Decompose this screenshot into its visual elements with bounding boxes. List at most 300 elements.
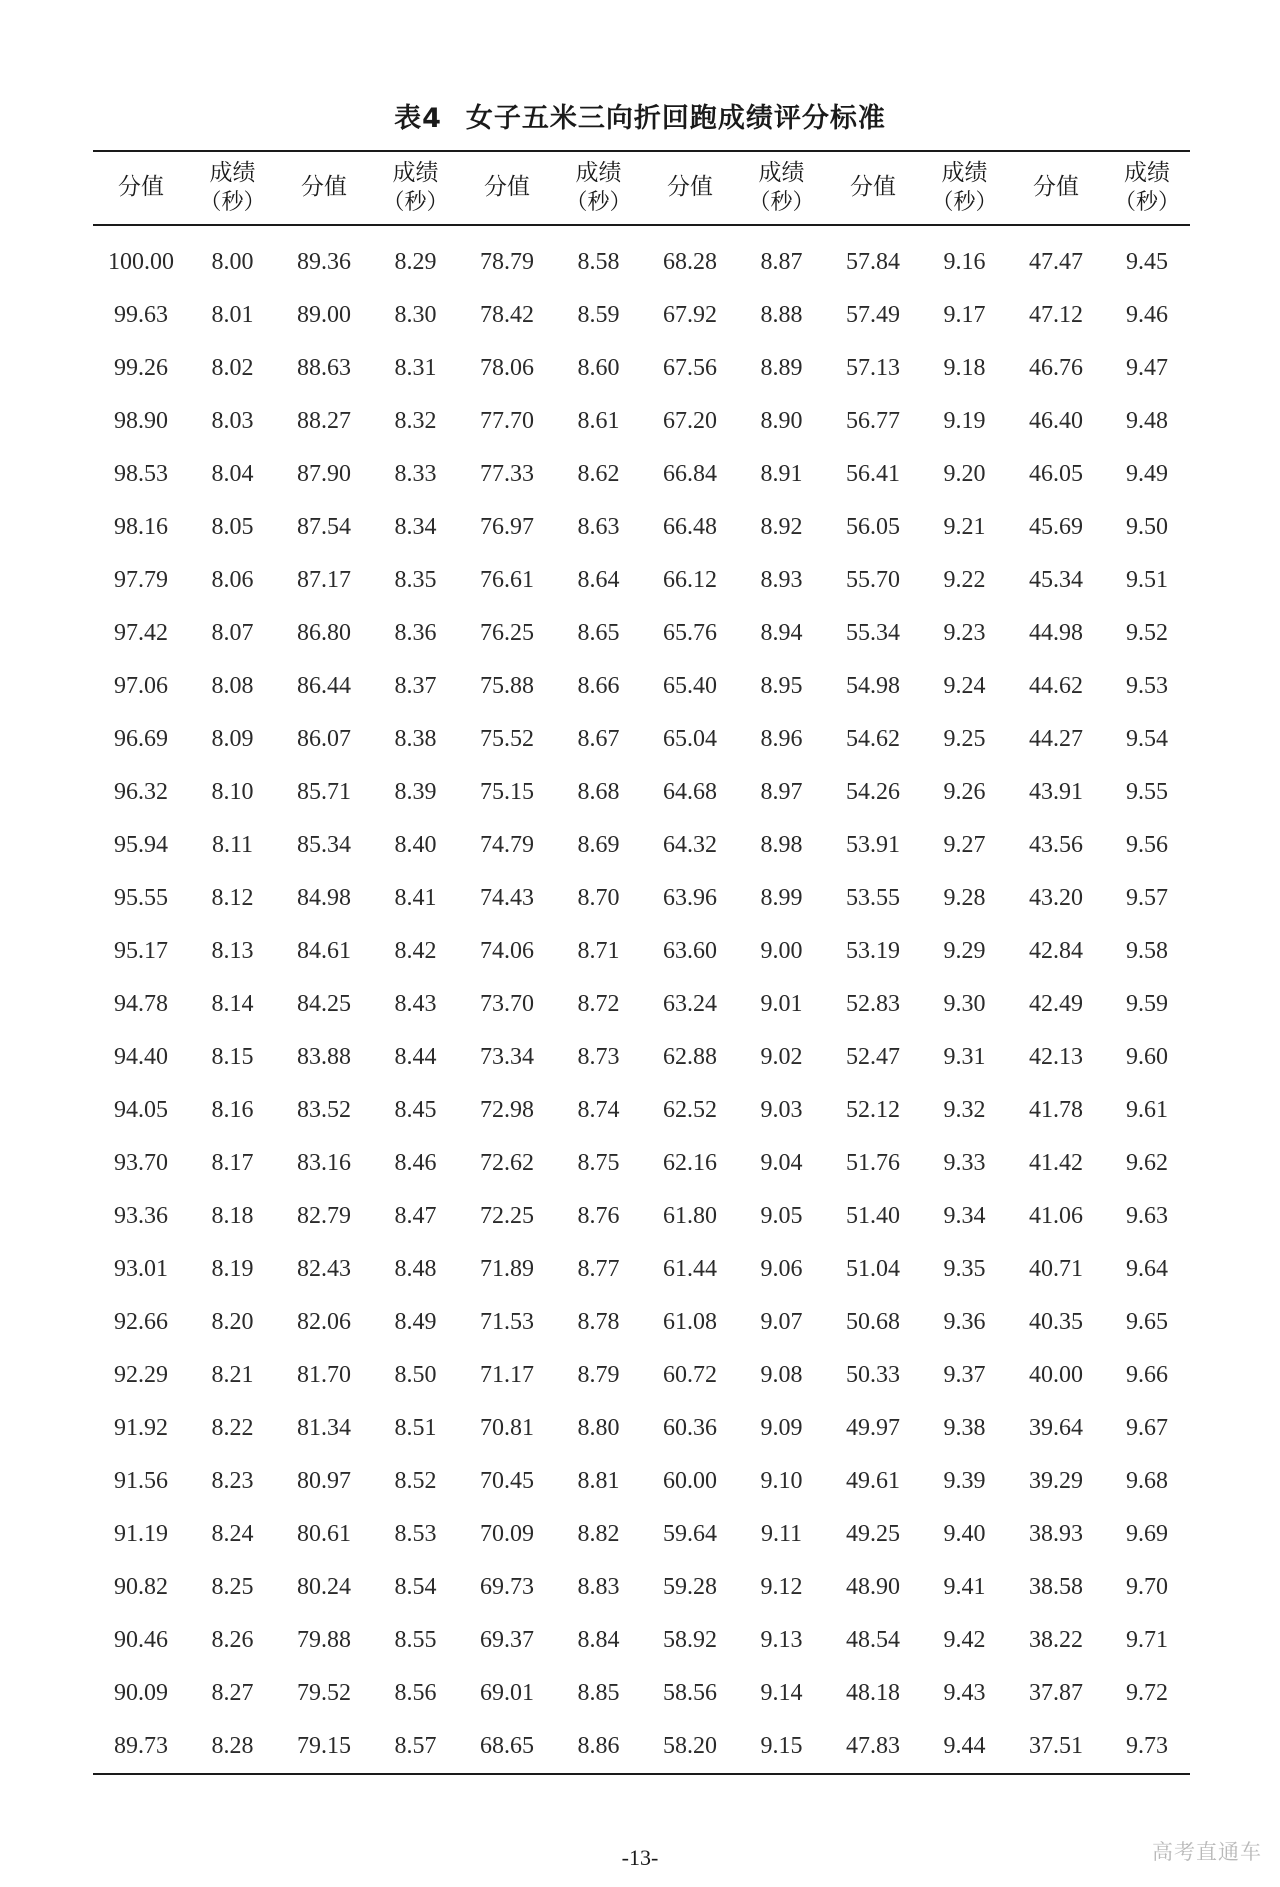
score-cell: 75.52 (480, 726, 534, 752)
result-cell: 8.91 (760, 461, 803, 487)
score-cell: 65.40 (663, 673, 717, 699)
score-cell: 80.61 (297, 1521, 351, 1547)
score-cell: 50.68 (846, 1309, 900, 1335)
result-cell: 8.64 (577, 567, 620, 593)
result-cell: 8.42 (394, 938, 437, 964)
score-cell: 43.91 (1029, 779, 1083, 805)
result-cell: 8.95 (760, 673, 803, 699)
score-cell: 87.54 (297, 514, 351, 540)
score-cell: 95.55 (114, 885, 168, 911)
header-row (93, 151, 1190, 225)
header-result (1104, 151, 1190, 225)
score-cell: 58.56 (663, 1680, 717, 1706)
score-cell: 48.54 (846, 1627, 900, 1653)
score-cell: 75.88 (480, 673, 534, 699)
result-cell: 9.02 (760, 1044, 803, 1070)
score-cell: 85.71 (297, 779, 351, 805)
score-cell: 49.61 (846, 1468, 900, 1494)
result-cell: 8.92 (760, 514, 803, 540)
score-cell: 66.84 (663, 461, 717, 487)
table-row (93, 342, 1190, 395)
result-cell: 9.41 (943, 1574, 986, 1600)
result-cell: 9.62 (1126, 1150, 1168, 1176)
result-cell: 9.15 (760, 1733, 803, 1759)
result-cell: 8.85 (577, 1680, 620, 1706)
score-cell: 62.52 (663, 1097, 717, 1123)
score-cell: 79.88 (297, 1627, 351, 1653)
result-cell: 8.88 (760, 302, 803, 328)
result-cell: 8.81 (577, 1468, 620, 1494)
result-cell: 9.64 (1126, 1256, 1168, 1282)
score-cell: 86.44 (297, 673, 351, 699)
result-cell: 8.25 (211, 1574, 254, 1600)
result-cell: 9.65 (1126, 1309, 1168, 1335)
table-row (93, 1190, 1190, 1243)
table-row (93, 1137, 1190, 1190)
result-cell: 9.26 (943, 779, 986, 805)
score-cell: 83.88 (297, 1044, 351, 1070)
result-cell: 9.22 (943, 567, 986, 593)
result-cell: 8.05 (211, 514, 254, 540)
result-cell: 8.84 (577, 1627, 620, 1653)
score-cell: 84.25 (297, 991, 351, 1017)
score-cell: 40.71 (1029, 1256, 1083, 1282)
score-cell: 40.00 (1029, 1362, 1083, 1388)
table-row (93, 1455, 1190, 1508)
result-cell: 9.14 (760, 1680, 803, 1706)
result-cell: 9.58 (1126, 938, 1168, 964)
score-cell: 54.98 (846, 673, 900, 699)
score-cell: 78.79 (480, 249, 534, 275)
table-body (93, 225, 1190, 1774)
score-cell: 78.06 (480, 355, 534, 381)
header-label: 分值 (1033, 174, 1079, 201)
result-cell: 8.02 (211, 355, 254, 381)
score-cell: 72.62 (480, 1150, 534, 1176)
result-cell: 8.20 (211, 1309, 254, 1335)
result-cell: 9.34 (943, 1203, 986, 1229)
result-cell: 9.67 (1126, 1415, 1168, 1441)
table-row (93, 1349, 1190, 1402)
score-cell: 93.01 (114, 1256, 168, 1282)
score-cell: 94.78 (114, 991, 168, 1017)
result-cell: 9.48 (1126, 408, 1168, 434)
score-cell: 47.83 (846, 1733, 900, 1759)
result-cell: 8.27 (211, 1680, 254, 1706)
result-cell: 9.55 (1126, 779, 1168, 805)
score-cell: 38.58 (1029, 1574, 1083, 1600)
score-cell: 92.29 (114, 1362, 168, 1388)
score-cell: 48.90 (846, 1574, 900, 1600)
header-label: 成绩 (209, 159, 256, 186)
score-cell: 64.68 (663, 779, 717, 805)
result-cell: 9.47 (1126, 355, 1168, 381)
score-cell: 71.89 (480, 1256, 534, 1282)
score-cell: 90.09 (114, 1680, 168, 1706)
result-cell: 8.22 (211, 1415, 254, 1441)
header-label: 成绩 (941, 159, 988, 186)
score-cell: 82.79 (297, 1203, 351, 1229)
result-cell: 9.09 (760, 1415, 803, 1441)
result-cell: 9.25 (943, 726, 986, 752)
result-cell: 8.37 (394, 673, 437, 699)
table-row (93, 395, 1190, 448)
result-cell: 8.54 (394, 1574, 437, 1600)
score-cell: 56.05 (846, 514, 900, 540)
result-cell: 8.77 (577, 1256, 620, 1282)
result-cell: 9.17 (943, 302, 986, 328)
result-cell: 9.01 (760, 991, 803, 1017)
result-cell: 9.45 (1126, 249, 1168, 275)
score-cell: 42.13 (1029, 1044, 1083, 1070)
result-cell: 8.56 (394, 1680, 437, 1706)
result-cell: 9.69 (1126, 1521, 1168, 1547)
score-cell: 46.40 (1029, 408, 1083, 434)
score-cell: 100.00 (108, 249, 174, 275)
score-cell: 47.12 (1029, 302, 1083, 328)
result-cell: 9.63 (1126, 1203, 1168, 1229)
score-cell: 96.32 (114, 779, 168, 805)
result-cell: 9.35 (943, 1256, 986, 1282)
result-cell: 9.72 (1126, 1680, 1168, 1706)
result-cell: 9.38 (943, 1415, 986, 1441)
result-cell: 8.16 (211, 1097, 254, 1123)
result-cell: 9.16 (943, 249, 986, 275)
score-cell: 52.83 (846, 991, 900, 1017)
score-cell: 84.98 (297, 885, 351, 911)
result-cell: 8.08 (211, 673, 254, 699)
result-cell: 8.71 (577, 938, 620, 964)
score-cell: 62.88 (663, 1044, 717, 1070)
result-cell: 8.61 (577, 408, 620, 434)
header-unit: （秒） (565, 189, 632, 215)
score-cell: 41.06 (1029, 1203, 1083, 1229)
score-cell: 42.84 (1029, 938, 1083, 964)
result-cell: 8.36 (394, 620, 437, 646)
result-cell: 9.57 (1126, 885, 1168, 911)
score-cell: 70.09 (480, 1521, 534, 1547)
result-cell: 9.00 (760, 938, 803, 964)
score-cell: 52.47 (846, 1044, 900, 1070)
score-cell: 91.19 (114, 1521, 168, 1547)
score-cell: 45.34 (1029, 567, 1083, 593)
score-cell: 47.47 (1029, 249, 1083, 275)
score-cell: 53.19 (846, 938, 900, 964)
table-row (93, 660, 1190, 713)
result-cell: 8.44 (394, 1044, 437, 1070)
result-cell: 8.24 (211, 1521, 254, 1547)
header-score (459, 151, 555, 225)
result-cell: 8.60 (577, 355, 620, 381)
result-cell: 8.40 (394, 832, 437, 858)
header-unit: （秒） (199, 189, 266, 215)
header-label: 成绩 (392, 159, 439, 186)
score-cell: 67.56 (663, 355, 717, 381)
score-cell: 65.04 (663, 726, 717, 752)
score-cell: 93.36 (114, 1203, 168, 1229)
header-label: 成绩 (1124, 159, 1170, 186)
header-result (189, 151, 276, 225)
table-row (93, 1508, 1190, 1561)
result-cell: 8.11 (211, 832, 254, 858)
score-cell: 79.52 (297, 1680, 351, 1706)
result-cell: 8.38 (394, 726, 437, 752)
table-row (93, 225, 1190, 289)
result-cell: 8.76 (577, 1203, 620, 1229)
score-cell: 83.16 (297, 1150, 351, 1176)
score-cell: 88.27 (297, 408, 351, 434)
score-cell: 38.93 (1029, 1521, 1083, 1547)
result-cell: 9.20 (943, 461, 986, 487)
result-cell: 8.58 (577, 249, 620, 275)
result-cell: 9.32 (943, 1097, 986, 1123)
result-cell: 9.39 (943, 1468, 986, 1494)
score-cell: 98.16 (114, 514, 168, 540)
result-cell: 9.70 (1126, 1574, 1168, 1600)
result-cell: 8.14 (211, 991, 254, 1017)
result-cell: 8.49 (394, 1309, 437, 1335)
score-cell: 43.20 (1029, 885, 1083, 911)
result-cell: 8.26 (211, 1627, 254, 1653)
score-cell: 45.69 (1029, 514, 1083, 540)
result-cell: 9.73 (1126, 1733, 1168, 1759)
result-cell: 9.54 (1126, 726, 1168, 752)
result-cell: 8.62 (577, 461, 620, 487)
result-cell: 8.57 (394, 1733, 437, 1759)
score-cell: 84.61 (297, 938, 351, 964)
score-cell: 44.98 (1029, 620, 1083, 646)
score-cell: 82.43 (297, 1256, 351, 1282)
result-cell: 8.75 (577, 1150, 620, 1176)
score-cell: 69.37 (480, 1627, 534, 1653)
score-cell: 80.97 (297, 1468, 351, 1494)
score-cell: 60.36 (663, 1415, 717, 1441)
score-cell: 61.08 (663, 1309, 717, 1335)
result-cell: 8.97 (760, 779, 803, 805)
result-cell: 9.68 (1126, 1468, 1168, 1494)
score-cell: 74.79 (480, 832, 534, 858)
score-cell: 92.66 (114, 1309, 168, 1335)
score-cell: 87.90 (297, 461, 351, 487)
score-cell: 63.24 (663, 991, 717, 1017)
result-cell: 8.35 (394, 567, 437, 593)
result-cell: 9.52 (1126, 620, 1168, 646)
table-row (93, 713, 1190, 766)
result-cell: 8.34 (394, 514, 437, 540)
score-cell: 86.07 (297, 726, 351, 752)
table-row (93, 289, 1190, 342)
header-result (921, 151, 1008, 225)
score-cell: 49.25 (846, 1521, 900, 1547)
result-cell: 9.11 (760, 1521, 803, 1547)
score-cell: 73.34 (480, 1044, 534, 1070)
table-row (93, 1243, 1190, 1296)
result-cell: 9.59 (1126, 991, 1168, 1017)
result-cell: 8.94 (760, 620, 803, 646)
score-cell: 51.76 (846, 1150, 900, 1176)
result-cell: 8.63 (577, 514, 620, 540)
table-row (93, 1720, 1190, 1774)
result-cell: 8.90 (760, 408, 803, 434)
result-cell: 8.52 (394, 1468, 437, 1494)
result-cell: 9.60 (1126, 1044, 1168, 1070)
result-cell: 8.09 (211, 726, 254, 752)
result-cell: 9.29 (943, 938, 986, 964)
header-score (825, 151, 921, 225)
score-cell: 55.70 (846, 567, 900, 593)
result-cell: 8.87 (760, 249, 803, 275)
result-cell: 9.56 (1126, 832, 1168, 858)
result-cell: 9.37 (943, 1362, 986, 1388)
header-label: 分值 (484, 174, 530, 201)
score-cell: 79.15 (297, 1733, 351, 1759)
table-row (93, 978, 1190, 1031)
result-cell: 8.31 (394, 355, 437, 381)
result-cell: 8.18 (211, 1203, 254, 1229)
result-cell: 9.05 (760, 1203, 803, 1229)
result-cell: 9.53 (1126, 673, 1168, 699)
score-cell: 91.56 (114, 1468, 168, 1494)
result-cell: 8.00 (211, 249, 254, 275)
result-cell: 8.41 (394, 885, 437, 911)
result-cell: 8.93 (760, 567, 803, 593)
score-cell: 98.90 (114, 408, 168, 434)
result-cell: 8.68 (577, 779, 620, 805)
result-cell: 8.32 (394, 408, 437, 434)
score-cell: 51.04 (846, 1256, 900, 1282)
page-number: -13- (621, 1845, 659, 1870)
score-table (93, 150, 1190, 1775)
header-score (1008, 151, 1104, 225)
result-cell: 9.08 (760, 1362, 803, 1388)
score-cell: 54.26 (846, 779, 900, 805)
result-cell: 8.50 (394, 1362, 437, 1388)
result-cell: 8.89 (760, 355, 803, 381)
score-cell: 46.05 (1029, 461, 1083, 487)
score-cell: 74.06 (480, 938, 534, 964)
result-cell: 8.28 (211, 1733, 254, 1759)
score-cell: 49.97 (846, 1415, 900, 1441)
header-unit: （秒） (1113, 189, 1180, 215)
header-label: 成绩 (575, 159, 622, 186)
score-cell: 66.12 (663, 567, 717, 593)
score-cell: 58.92 (663, 1627, 717, 1653)
result-cell: 8.72 (577, 991, 620, 1017)
table-row (93, 819, 1190, 872)
score-cell: 89.36 (297, 249, 351, 275)
result-cell: 8.47 (394, 1203, 437, 1229)
header-unit: （秒） (382, 189, 449, 215)
score-cell: 67.92 (663, 302, 717, 328)
score-cell: 77.70 (480, 408, 534, 434)
score-cell: 55.34 (846, 620, 900, 646)
header-result (372, 151, 459, 225)
table-row (93, 448, 1190, 501)
score-cell: 63.96 (663, 885, 717, 911)
score-cell: 41.42 (1029, 1150, 1083, 1176)
score-cell: 95.94 (114, 832, 168, 858)
score-cell: 56.77 (846, 408, 900, 434)
score-cell: 50.33 (846, 1362, 900, 1388)
score-cell: 93.70 (114, 1150, 168, 1176)
score-cell: 82.06 (297, 1309, 351, 1335)
result-cell: 8.07 (211, 620, 254, 646)
result-cell: 9.13 (760, 1627, 803, 1653)
score-cell: 90.82 (114, 1574, 168, 1600)
score-cell: 99.63 (114, 302, 168, 328)
score-cell: 71.53 (480, 1309, 534, 1335)
result-cell: 8.43 (394, 991, 437, 1017)
watermark: 高考直通车 (1152, 1840, 1262, 1864)
score-cell: 72.25 (480, 1203, 534, 1229)
score-cell: 65.76 (663, 620, 717, 646)
table-row (93, 607, 1190, 660)
score-cell: 67.20 (663, 408, 717, 434)
header-score (276, 151, 372, 225)
score-cell: 75.15 (480, 779, 534, 805)
result-cell: 9.28 (943, 885, 986, 911)
score-cell: 90.46 (114, 1627, 168, 1653)
score-cell: 68.28 (663, 249, 717, 275)
result-cell: 9.04 (760, 1150, 803, 1176)
header-result (555, 151, 642, 225)
result-cell: 8.79 (577, 1362, 620, 1388)
table-row (93, 1296, 1190, 1349)
score-cell: 74.43 (480, 885, 534, 911)
result-cell: 9.06 (760, 1256, 803, 1282)
score-cell: 83.52 (297, 1097, 351, 1123)
score-cell: 80.24 (297, 1574, 351, 1600)
result-cell: 8.73 (577, 1044, 620, 1070)
score-cell: 73.70 (480, 991, 534, 1017)
score-cell: 76.61 (480, 567, 534, 593)
score-cell: 64.32 (663, 832, 717, 858)
result-cell: 8.65 (577, 620, 620, 646)
score-cell: 85.34 (297, 832, 351, 858)
header-label: 分值 (667, 174, 713, 201)
score-cell: 89.00 (297, 302, 351, 328)
score-cell: 59.28 (663, 1574, 717, 1600)
result-cell: 9.66 (1126, 1362, 1168, 1388)
table-header (93, 151, 1190, 225)
header-label: 分值 (301, 174, 347, 201)
score-cell: 41.78 (1029, 1097, 1083, 1123)
result-cell: 9.12 (760, 1574, 803, 1600)
result-cell: 8.74 (577, 1097, 620, 1123)
score-cell: 89.73 (114, 1733, 168, 1759)
result-cell: 9.42 (943, 1627, 986, 1653)
score-cell: 91.92 (114, 1415, 168, 1441)
score-cell: 46.76 (1029, 355, 1083, 381)
score-cell: 59.64 (663, 1521, 717, 1547)
result-cell: 9.43 (943, 1680, 986, 1706)
header-label: 成绩 (758, 159, 805, 186)
score-cell: 77.33 (480, 461, 534, 487)
result-cell: 8.01 (211, 302, 254, 328)
score-cell: 81.34 (297, 1415, 351, 1441)
score-cell: 96.69 (114, 726, 168, 752)
result-cell: 8.45 (394, 1097, 437, 1123)
result-cell: 9.10 (760, 1468, 803, 1494)
table-row (93, 925, 1190, 978)
table-row (93, 872, 1190, 925)
score-cell: 42.49 (1029, 991, 1083, 1017)
score-cell: 72.98 (480, 1097, 534, 1123)
score-cell: 53.55 (846, 885, 900, 911)
result-cell: 9.51 (1126, 567, 1168, 593)
result-cell: 9.27 (943, 832, 986, 858)
score-cell: 53.91 (846, 832, 900, 858)
